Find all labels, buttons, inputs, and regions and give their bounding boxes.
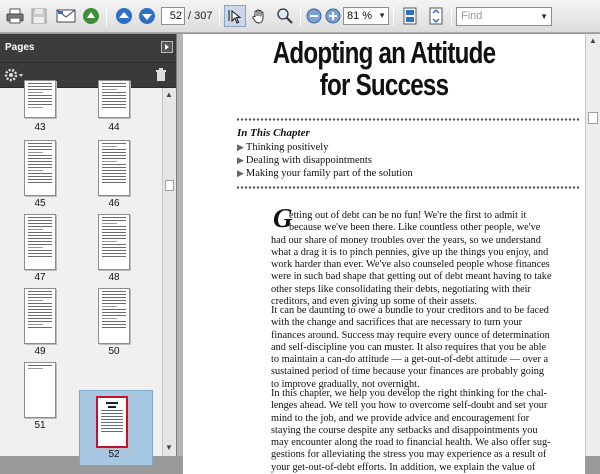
scroll-up-icon[interactable]: ▲ (165, 90, 173, 99)
dotted-rule (236, 118, 580, 121)
marquee-zoom-icon[interactable] (274, 5, 296, 27)
thumbnail-label: 48 (108, 272, 120, 283)
hand-tool-icon[interactable] (248, 5, 270, 27)
chapter-bullet: ▶ Thinking positively (237, 142, 329, 153)
share-icon[interactable] (80, 5, 102, 27)
page-thumbnail[interactable] (24, 140, 56, 196)
bullet-arrow-icon: ▶ (237, 142, 244, 152)
chapter-title-line-2: for Success (319, 67, 449, 102)
document-page (183, 34, 585, 474)
page-thumbnail[interactable] (24, 288, 56, 344)
scrollbar-thumb[interactable] (588, 112, 598, 124)
toolbar-separator (300, 6, 301, 26)
page-thumbnail[interactable] (24, 362, 56, 418)
page-thumbnail[interactable] (98, 214, 130, 270)
scrollbar-thumb[interactable] (165, 180, 174, 191)
email-icon[interactable] (54, 5, 78, 27)
thumbnail-label: 45 (34, 198, 46, 209)
bullet-arrow-icon: ▶ (237, 155, 244, 165)
toolbar (0, 0, 600, 33)
next-page-icon[interactable] (136, 5, 158, 27)
paragraph-1: etting out of debt can be no fun! We're the first to admit it because we've been there. Like countless other people, we've had our share of money troubles over the years, so we understand what a drag it is to pinch pennies, give up the things you enjoy, and work harder than ever. We've also counseled people whose finances were in such bad shape that getting out of debt meant having to take other steps like consolidating their debts, negotiating with their creditors, and even giving up some of their assets. (271, 210, 552, 308)
document-view[interactable] (183, 34, 585, 473)
toolbar-separator (219, 6, 220, 26)
dotted-rule (236, 186, 580, 189)
page-thumbnail[interactable] (98, 80, 130, 118)
print-icon[interactable] (4, 5, 26, 27)
thumbnail-label: 47 (34, 272, 46, 283)
delete-page-icon[interactable] (155, 68, 167, 87)
page-thumbnails-list[interactable] (0, 88, 162, 460)
chapter-bullet: ▶ Making your family part of the solution (237, 168, 413, 179)
page-total: / 307 (188, 10, 213, 22)
thumbnail-label: 50 (108, 346, 120, 357)
previous-page-icon[interactable] (113, 5, 135, 27)
pages-panel-header (0, 34, 176, 62)
drop-cap: G (273, 203, 293, 233)
chevron-down-icon: ▼ (378, 11, 386, 20)
bullet-arrow-icon: ▶ (237, 168, 244, 178)
page-thumbnail[interactable] (24, 214, 56, 270)
toolbar-separator (451, 6, 452, 26)
pages-panel-title: Pages (5, 42, 35, 53)
thumbnail-label: 51 (34, 420, 46, 431)
panel-splitter[interactable] (176, 34, 183, 456)
find-input[interactable] (456, 7, 552, 26)
panel-menu-button[interactable] (161, 41, 173, 53)
fit-page-icon[interactable] (399, 5, 421, 27)
in-this-chapter-heading: In This Chapter (237, 127, 310, 139)
full-screen-icon[interactable] (425, 5, 447, 27)
scroll-up-icon[interactable]: ▲ (589, 36, 597, 45)
zoom-in-icon[interactable] (324, 5, 342, 27)
page-number-input[interactable]: 52 (161, 7, 185, 25)
find-placeholder: Find (461, 10, 483, 22)
page-thumbnail-selected[interactable] (96, 396, 128, 448)
chapter-title-line-1: Adopting an Attitude (272, 35, 496, 70)
chapter-bullet: ▶ Dealing with disappointments (237, 155, 372, 166)
save-icon[interactable] (28, 5, 50, 27)
thumbnail-label: 44 (108, 122, 120, 133)
document-scrollbar[interactable] (585, 34, 600, 456)
thumbnail-label: 49 (34, 346, 46, 357)
thumbnail-label: 52 (108, 449, 120, 460)
chevron-down-icon[interactable]: ▼ (540, 12, 548, 21)
pages-panel (0, 34, 176, 460)
page-thumbnail[interactable] (24, 80, 56, 118)
scroll-down-icon[interactable]: ▼ (165, 443, 173, 452)
thumbnail-label: 46 (108, 198, 120, 209)
paragraph-2: It can be daunting to owe a bundle to your creditors and to be faced with the change and sacrifices that are necessary to turn your finances around. Success may require every ounce of determination and self-discipline you can muster. It also requires that you be able to maintain a can-do attitude — a get-out-of-debt attitude — over a sustained period of time because your finances are probably going to improve gradually, not overnight. (271, 305, 550, 390)
zoom-select[interactable] (343, 7, 389, 25)
toolbar-separator (106, 6, 107, 26)
thumbnails-scrollbar[interactable] (162, 88, 176, 456)
toolbar-separator (393, 6, 394, 26)
options-gear-icon[interactable] (4, 68, 24, 87)
zoom-value: 81 % (347, 10, 373, 22)
page-thumbnail[interactable] (98, 288, 130, 344)
page-thumbnail[interactable] (98, 140, 130, 196)
thumbnail-label: 43 (34, 122, 46, 133)
zoom-out-icon[interactable] (305, 5, 323, 27)
paragraph-3: In this chapter, we help you develop the right thinking for the chal- lenges ahead. We tell you how to overcome self-doubt and set your mind to the job, and we provide advice and encouragement for staying the course despite any setbacks and disappointments you may encounter along the road to financial health. We also offer sug- gestions for alleviating the stress you may experience as a result of your get-out-of-debt efforts. In addition, we explain the value of (271, 388, 551, 473)
select-tool-icon[interactable] (224, 5, 246, 27)
